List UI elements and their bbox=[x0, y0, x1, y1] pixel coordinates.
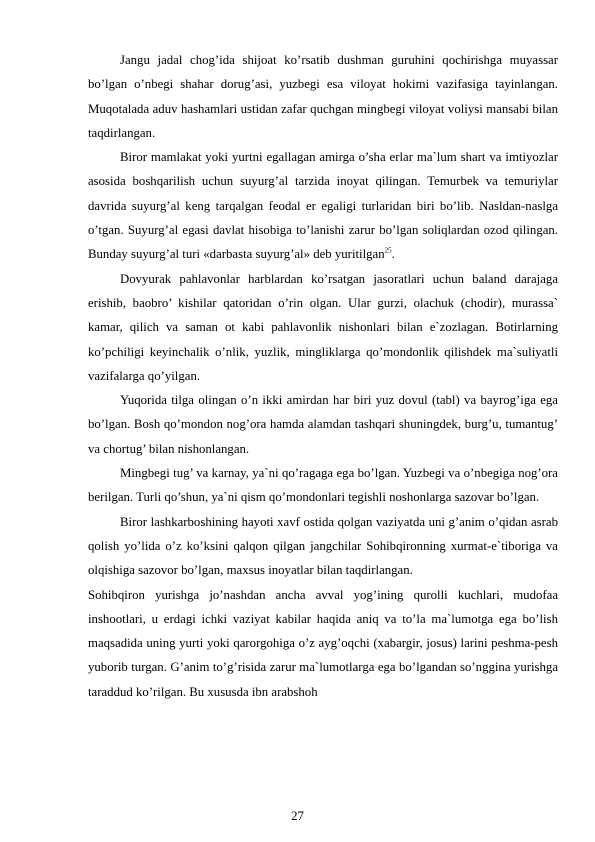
footnote-marker[interactable]: 25 bbox=[384, 247, 392, 256]
paragraph-5 bbox=[88, 461, 558, 510]
paragraph-1 bbox=[88, 48, 558, 145]
paragraph-2-end: . bbox=[391, 247, 395, 262]
paragraph-7 bbox=[88, 583, 558, 704]
paragraph-6-text: Biror lashkarboshining hayoti xavf ostida qolgan vaziyatda uni g’anim o’qidan asrab qolish yo’lida o’z ko’ksini qalqon qilgan jangchilar Sohibqironning xurmat-e`tiboriga va olqishiga sazovor bo’lgan, maxsus inoyatlar bilan taqdirlangan. bbox=[88, 514, 558, 578]
paragraph-7-text: Sohibqiron yurishga jo’nashdan ancha avval yog’ining qurolli kuchlari, mudofaa inshootlari, u erdagi ichki vaziyat kabilar haqida aniq va to’la ma`lumotga ega bo’lish maqsadida uning yurti yoki qarorgohiga o’z ayg’oqchi (xabargir, josus) larini peshma-pesh yuborib turgan. G’anim to’g’risida zarur ma`lumotlarga ega bo’lgandan so’nggina yurishga taraddud ko’rilgan. Bu xususda ibn arabshoh bbox=[88, 587, 558, 699]
paragraph-5-text: Mingbegi tug’ va karnay, ya`ni qo’ragaga ega bo’lgan. Yuzbegi va o’nbegiga nog’ora berilgan. Turli qo’shun, ya`ni qism qo’mondonlari tegishli noshonlarga sazovar bo’lgan. bbox=[88, 466, 558, 505]
paragraph-2-text: Biror mamlakat yoki yurtni egallagan amirga o’sha erlar ma`lum shart va imtiyozlar asosida boshqarilish uchun suyurg’al tarzida inoyat qilingan. Temurbek va temuriylar davrida suyurg’al keng tarqalgan feodal er egaligi turlaridan biri bo’lib. Nasldan-naslga o’tgan. Suyurg’al egasi davlat hisobiga to’lanishi zarur bo’lgan soliqlardan ozod qilingan. Bunday suyurg’al turi «darbasta suyurg’al» deb yuritilgan bbox=[88, 150, 558, 262]
paragraph-3 bbox=[88, 267, 558, 388]
paragraph-2 bbox=[88, 145, 558, 266]
paragraph-4-text: Yuqorida tilga olingan o’n ikki amirdan har biri yuz dovul (tabl) va bayrog’iga ega bo’lgan. Bosh qo’mondon nog’ora hamda alamdan tashqari shuningdek, burg’u, tumantug’ va chortug’ bilan nishonlangan. bbox=[88, 393, 558, 456]
paragraph-3-text: Dovyurak pahlavonlar harblardan ko’rsatgan jasoratlari uchun baland darajaga erishib, baobro’ kishilar qatoridan o’rin olgan. Ular gurzi, olachuk (chodir), murassa` kamar, qilich va saman ot kabi pahlavonlik nishonlari bilan e`zozlagan. Botirlarning ko’pchiligi keyinchalik o’nlik, yuzlik, mingliklarga qo’mondonlik qilishdek ma`suliyatli vazifalarga qo’yilgan. bbox=[88, 271, 558, 383]
document-page bbox=[88, 48, 558, 704]
page-number: 27 bbox=[291, 809, 304, 823]
paragraph-1-text: Jangu jadal chog’ida shijoat ko’rsatib dushman guruhini qochirishga muyassar bo’lgan o’nbegi shahar dorug’asi, yuzbegi esa viloyat hokimi vazifasiga tayinlangan. Muqotalada aduv hashamlari ustidan zafar quchgan mingbegi viloyat voliysi mansabi bilan taqdirlangan. bbox=[88, 53, 558, 140]
paragraph-4 bbox=[88, 388, 558, 461]
paragraph-6 bbox=[88, 510, 558, 583]
